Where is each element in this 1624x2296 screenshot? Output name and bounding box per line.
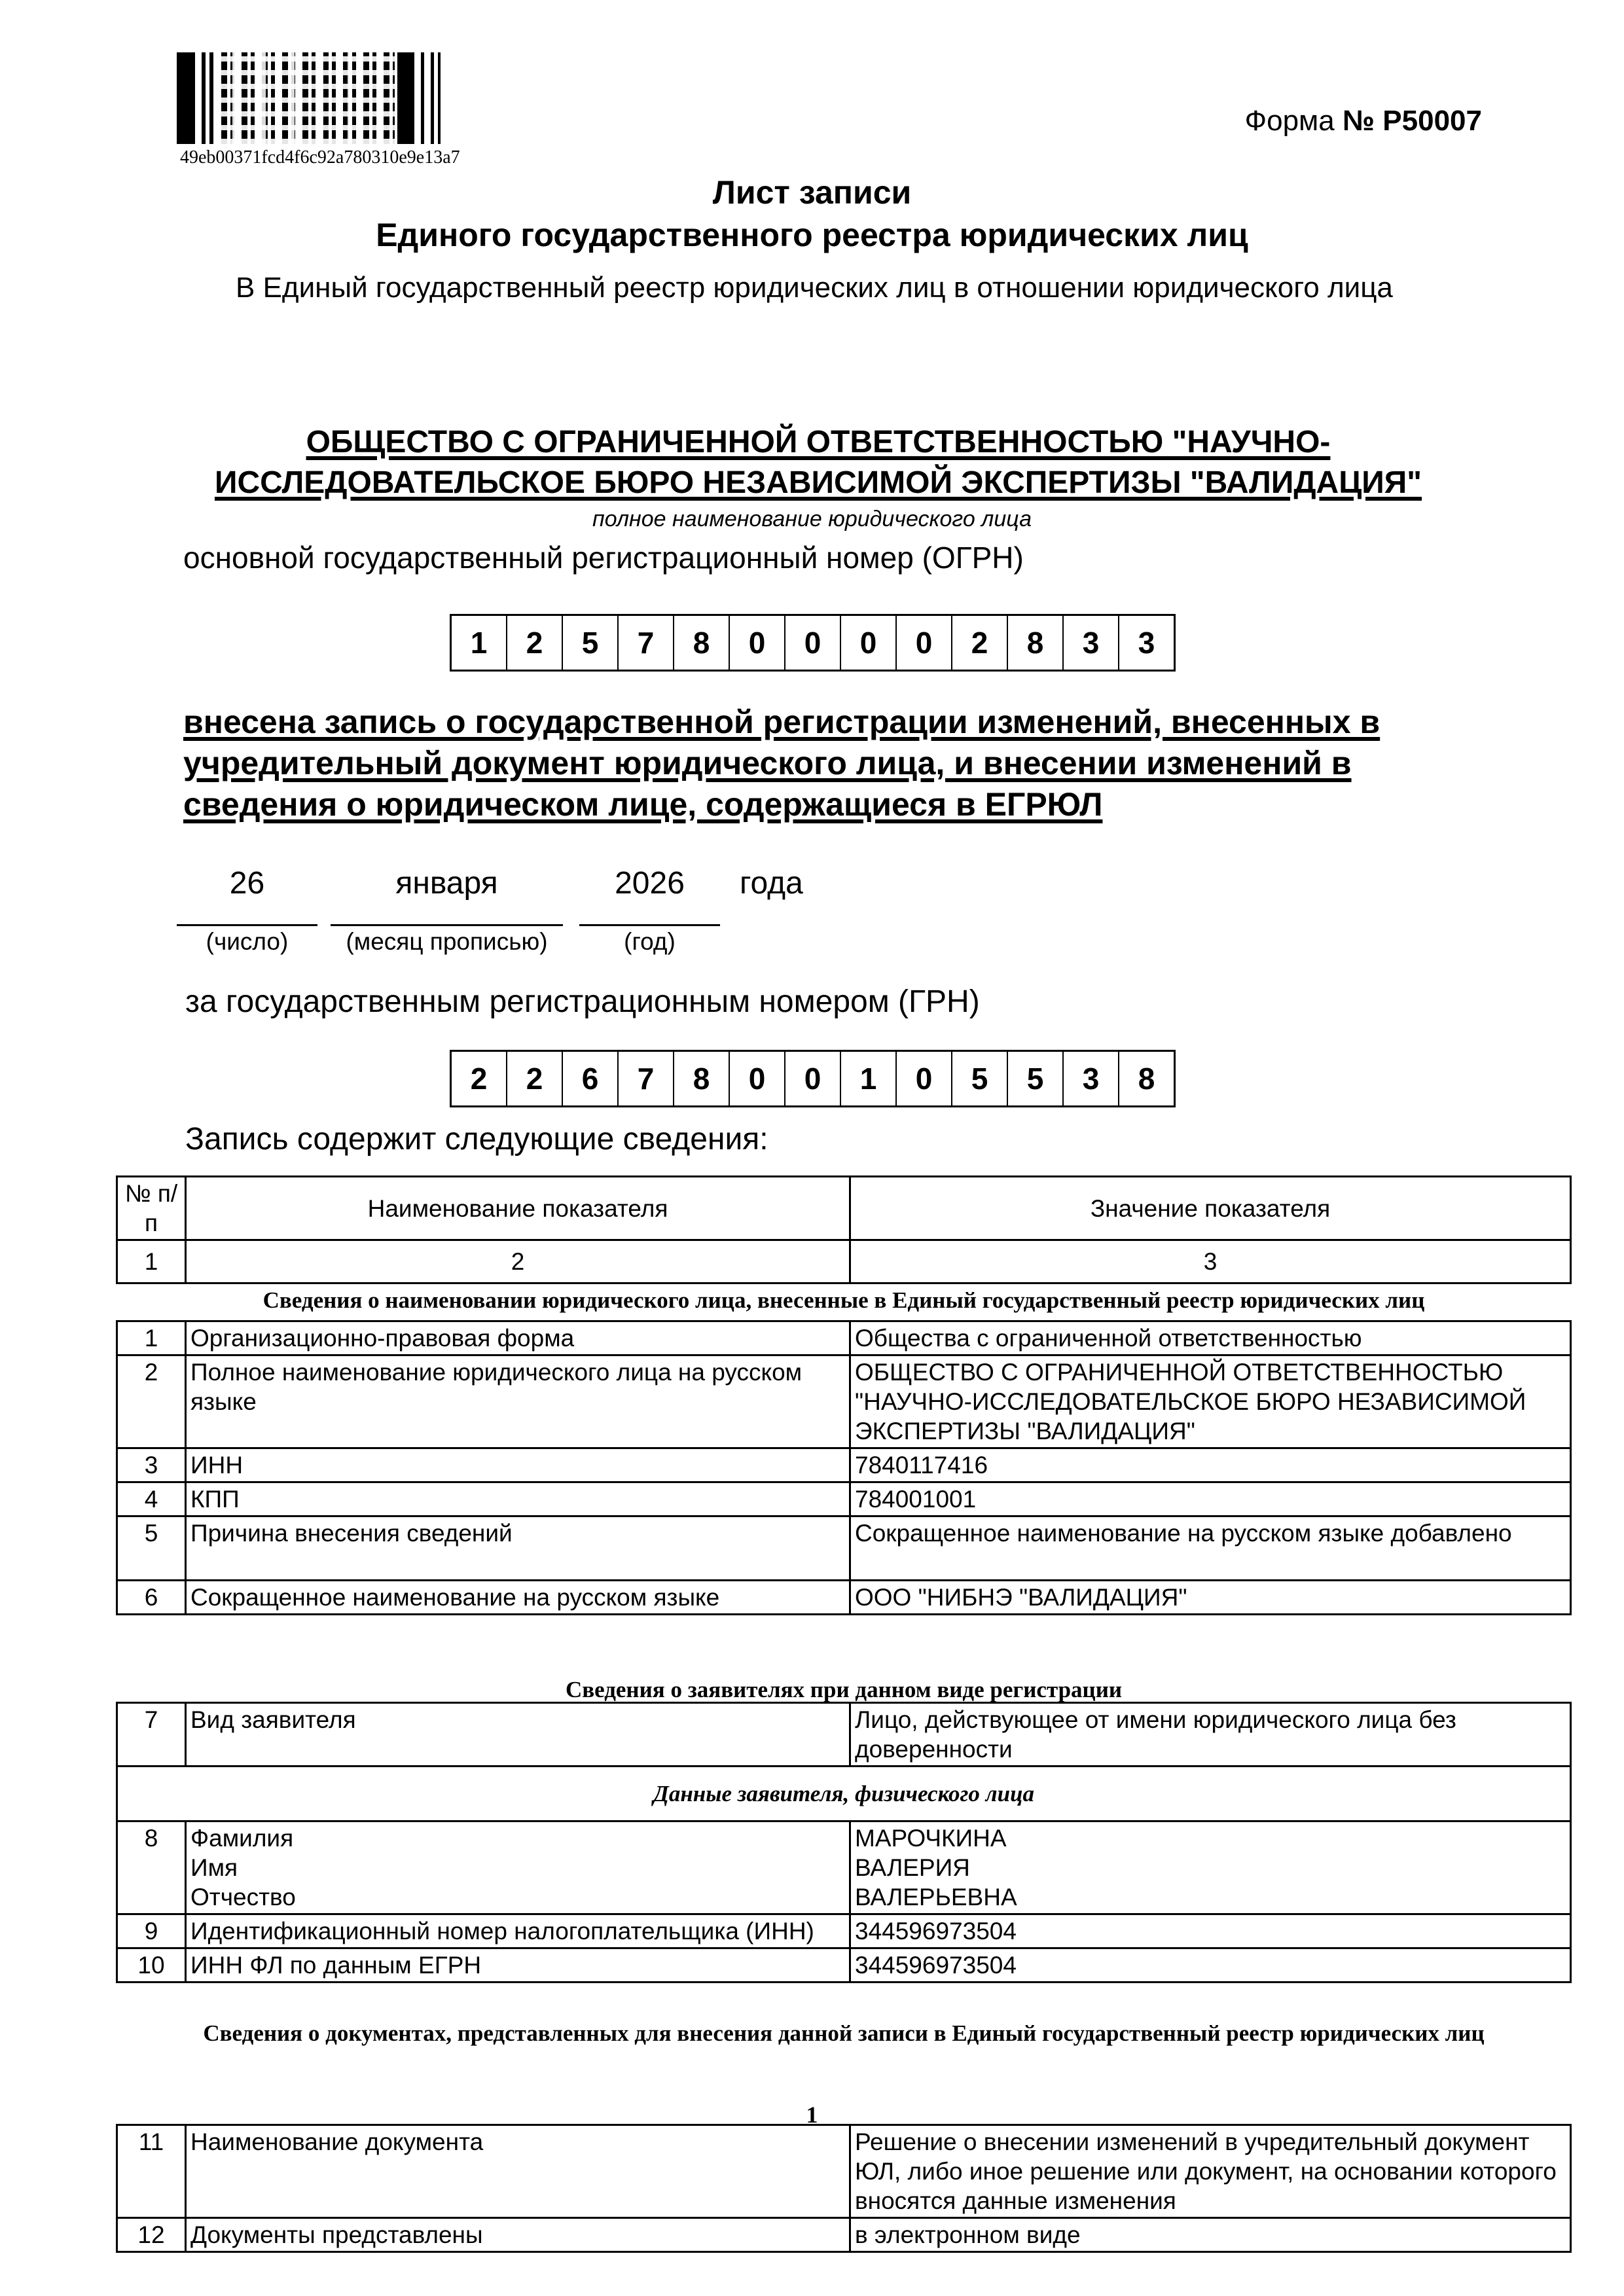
year-caption: (год): [624, 928, 676, 955]
date-suffix: года: [740, 866, 803, 901]
surname-label: Фамилия: [190, 1825, 294, 1852]
grn-digit: 6: [563, 1052, 619, 1105]
table-row: [117, 1914, 1571, 1948]
row-number: 6: [117, 1581, 186, 1615]
document-title: Лист записи: [712, 174, 912, 211]
ogrn-digit: 0: [730, 616, 785, 670]
ogrn-digit: 7: [619, 616, 674, 670]
col-value-index: 3: [850, 1240, 1571, 1283]
day-underline: [177, 924, 317, 926]
month-caption: (месяц прописью): [346, 928, 548, 955]
year-underline: [579, 924, 720, 926]
grn-digit-boxes: [450, 1050, 1176, 1107]
row-name: Вид заявителя: [186, 1703, 850, 1767]
col-number-header: № п/п: [117, 1177, 186, 1240]
grn-digit: 5: [952, 1052, 1008, 1105]
table-row: [117, 1482, 1571, 1516]
documents-table: [116, 2124, 1572, 2253]
row-name: Документы представлены: [186, 2218, 850, 2252]
date-year: 2026: [615, 866, 685, 901]
ogrn-digit: 1: [452, 616, 507, 670]
applicant-person-heading: Данные заявителя, физического лица: [117, 1767, 1571, 1821]
section-applicants-heading: Сведения о заявителях при данном виде регистрации: [565, 1677, 1123, 1702]
row-number: 7: [117, 1703, 186, 1767]
applicants-table: [116, 1702, 1572, 1983]
ogrn-digit: 3: [1064, 616, 1119, 670]
row-number: 4: [117, 1482, 186, 1516]
row-number: 5: [117, 1516, 186, 1581]
organization-caption: полное наименование юридического лица: [592, 507, 1032, 531]
row-name: Причина внесения сведений: [186, 1516, 850, 1581]
intro-text: В Единый государственный реестр юридических лиц в отношении юридического лица: [236, 272, 1393, 304]
row-value: ОБЩЕСТВО С ОГРАНИЧЕННОЙ ОТВЕТСТВЕННОСТЬЮ "НАУЧНО-ИССЛЕДОВАТЕЛЬСКОЕ БЮРО НЕЗАВИСИМОЙ ЭКСПЕРТИЗЫ "ВАЛИДАЦИЯ": [850, 1355, 1571, 1448]
grn-digit: 0: [785, 1052, 841, 1105]
ogrn-digit: 0: [785, 616, 841, 670]
form-number: [1245, 105, 1482, 137]
name-section-table: [116, 1320, 1572, 1615]
ogrn-digit: 3: [1138, 626, 1155, 660]
table-row: [117, 2218, 1571, 2252]
grn-digit: 5: [1008, 1052, 1064, 1105]
surname-value: МАРОЧКИНА: [855, 1825, 1007, 1852]
form-code: № Р50007: [1343, 105, 1482, 137]
row-number: 3: [117, 1448, 186, 1482]
row-name: Полное наименование юридического лица на русском языке: [186, 1355, 850, 1448]
first-name-value: ВАЛЕРИЯ: [855, 1854, 970, 1881]
grn-digit: 2: [452, 1052, 507, 1105]
organization-full-name: ОБЩЕСТВО С ОГРАНИЧЕННОЙ ОТВЕТСТВЕННОСТЬЮ "НАУЧНО-ИССЛЕДОВАТЕЛЬСКОЕ БЮРО НЕЗАВИСИМОЙ ЭКСПЕРТИЗЫ "ВАЛИДАЦИЯ": [214, 425, 1422, 500]
grn-digit: 0: [897, 1052, 952, 1105]
col-value-header: Значение показателя: [850, 1177, 1571, 1240]
row-name: КПП: [186, 1482, 850, 1516]
row-value: Лицо, действующее от имени юридического лица без доверенности: [850, 1703, 1571, 1767]
row-number: 12: [117, 2218, 186, 2252]
row-name: ИНН ФЛ по данным ЕГРН: [186, 1948, 850, 1982]
table-row: [117, 1703, 1571, 1767]
ogrn-label: основной государственный регистрационный номер (ОГРН): [183, 541, 1024, 575]
table-row: [117, 1448, 1571, 1482]
date-month: января: [395, 866, 498, 901]
form-prefix: Форма: [1244, 105, 1335, 137]
table-row: [117, 1321, 1571, 1355]
row-name: Идентификационный номер налогоплательщика (ИНН): [186, 1914, 850, 1948]
grn-digit: 0: [730, 1052, 785, 1105]
patronymic-value: ВАЛЕРЬЕВНА: [855, 1884, 1017, 1910]
row-name: Организационно-правовая форма: [186, 1321, 850, 1355]
record-contents-label: Запись содержит следующие сведения:: [185, 1122, 768, 1157]
row-name: [186, 1821, 850, 1914]
row-name: Сокращенное наименование на русском языке: [186, 1581, 850, 1615]
day-caption: (число): [206, 928, 289, 955]
section-name-heading: Сведения о наименовании юридического лица, внесенные в Единый государственный реестр юридических лиц: [262, 1287, 1425, 1313]
row-value: ООО "НИБНЭ "ВАЛИДАЦИЯ": [850, 1581, 1571, 1615]
row-value: 344596973504: [850, 1914, 1571, 1948]
ogrn-digit: 8: [674, 616, 730, 670]
row-number: 10: [117, 1948, 186, 1982]
row-name: ИНН: [186, 1448, 850, 1482]
table-row: [117, 1948, 1571, 1982]
grn-label: за государственным регистрационным номером (ГРН): [185, 984, 980, 1019]
ogrn-digit: 0: [841, 616, 897, 670]
barcode-code: 49eb00371fcd4f6c92a780310e9e13a7: [180, 147, 460, 168]
entry-description: внесена запись о государственной регистрации изменений, внесенных в учредительный документ юридического лица, и внесении изменений в сведения о юридическом лице, содержащиеся в ЕГРЮЛ: [183, 704, 1380, 823]
row-value: 784001001: [850, 1482, 1571, 1516]
ogrn-digit: 0: [897, 616, 952, 670]
grn-digit: 8: [1138, 1062, 1155, 1096]
ogrn-digit: 2: [952, 616, 1008, 670]
col-name-header: Наименование показателя: [186, 1177, 850, 1240]
first-name-label: Имя: [190, 1854, 238, 1881]
grn-digit: 8: [674, 1052, 730, 1105]
table-row: [117, 1821, 1571, 1914]
ogrn-digit: 8: [1008, 616, 1064, 670]
col-name-index: 2: [186, 1240, 850, 1283]
records-table-header: [116, 1175, 1572, 1284]
row-number: 11: [117, 2125, 186, 2218]
row-value: Решение о внесении изменений в учредительный документ ЮЛ, либо иное решение или документ, на основании которого вносятся данные изменения: [850, 2125, 1571, 2218]
row-value: Сокращенное наименование на русском языке добавлено: [850, 1516, 1571, 1581]
table-row: [117, 1581, 1571, 1615]
ogrn-digit: 5: [563, 616, 619, 670]
row-number: 2: [117, 1355, 186, 1448]
grn-digit: 1: [841, 1052, 897, 1105]
document-subtitle: Единого государственного реестра юридических лиц: [376, 217, 1248, 253]
grn-digit: 3: [1064, 1052, 1119, 1105]
document-number: 1: [806, 2102, 818, 2128]
row-value: в электронном виде: [850, 2218, 1571, 2252]
col-number-index: 1: [117, 1240, 186, 1283]
row-value: [850, 1821, 1571, 1914]
grn-digit: 7: [619, 1052, 674, 1105]
table-row: [117, 1355, 1571, 1448]
pdf417-barcode: [177, 52, 465, 144]
patronymic-label: Отчество: [190, 1884, 296, 1910]
row-name: Наименование документа: [186, 2125, 850, 2218]
row-value: 344596973504: [850, 1948, 1571, 1982]
table-row: [117, 2125, 1571, 2218]
month-underline: [331, 924, 563, 926]
grn-digit: 2: [507, 1052, 563, 1105]
row-number: 8: [117, 1821, 186, 1914]
table-row: [117, 1516, 1571, 1581]
section-documents-heading: Сведения о документах, представленных для внесения данной записи в Единый государственный реестр юридических лиц: [203, 2020, 1485, 2046]
ogrn-digit-boxes: [450, 614, 1176, 672]
ogrn-digit: 2: [507, 616, 563, 670]
date-day: 26: [229, 866, 265, 901]
row-value: 7840117416: [850, 1448, 1571, 1482]
row-value: Общества с ограниченной ответственностью: [850, 1321, 1571, 1355]
row-number: 1: [117, 1321, 186, 1355]
row-number: 9: [117, 1914, 186, 1948]
